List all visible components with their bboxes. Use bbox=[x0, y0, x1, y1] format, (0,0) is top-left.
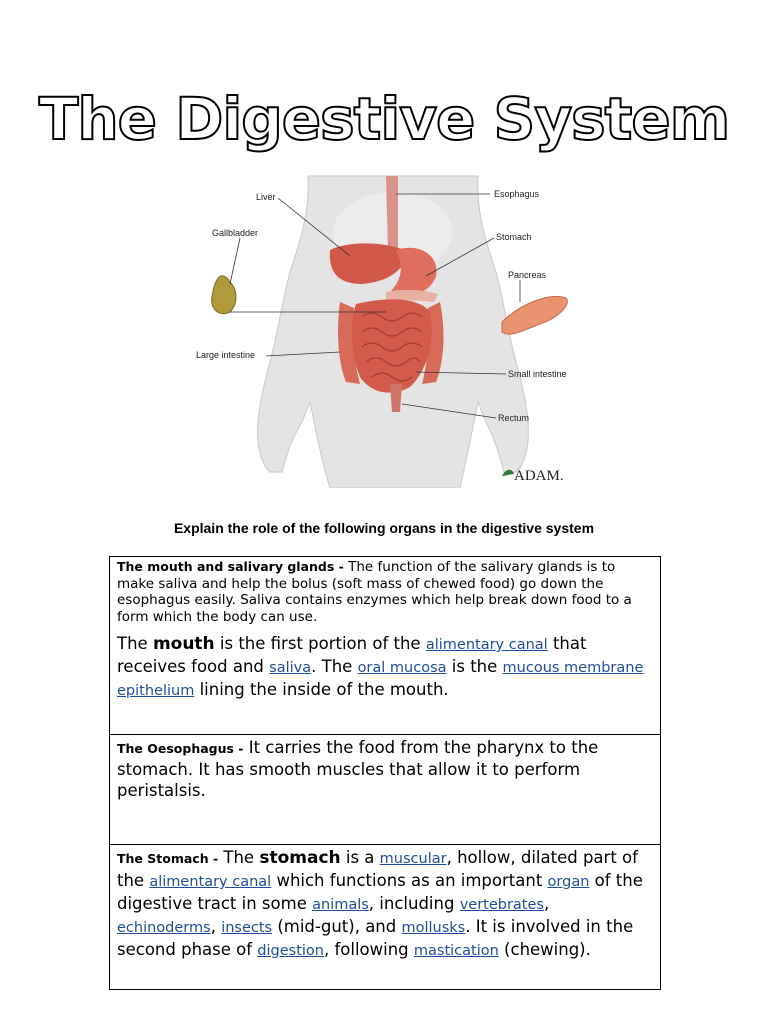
link-saliva[interactable]: saliva bbox=[269, 660, 312, 676]
stomach-heading: The Stomach - bbox=[117, 851, 219, 866]
digestive-system-illustration bbox=[190, 172, 590, 488]
answer-table bbox=[109, 556, 661, 990]
oesophagus-paragraph bbox=[117, 737, 652, 801]
label-small-intestine: Small intestine bbox=[508, 369, 567, 379]
link-organ[interactable]: organ bbox=[547, 874, 590, 890]
link-echinoderms[interactable]: echinoderms bbox=[117, 920, 211, 936]
pancreas-organ bbox=[502, 296, 567, 334]
link-insects[interactable]: insects bbox=[221, 920, 273, 936]
text: . The bbox=[311, 657, 358, 676]
label-liver: Liver bbox=[256, 192, 276, 202]
link-animals[interactable]: animals bbox=[312, 897, 369, 913]
bold-term: stomach bbox=[259, 848, 341, 868]
link-mastication[interactable]: mastication bbox=[413, 943, 499, 959]
text: The bbox=[218, 848, 260, 867]
link-alimentary-canal[interactable]: alimentary canal bbox=[149, 874, 272, 890]
mouth-paragraph bbox=[117, 633, 652, 702]
row-stomach bbox=[110, 845, 660, 989]
text: that receives food and bbox=[117, 634, 587, 676]
gallbladder-organ bbox=[212, 276, 236, 314]
link-mollusks[interactable]: mollusks bbox=[401, 920, 466, 936]
text: The bbox=[117, 634, 153, 653]
oesophagus-heading: The Oesophagus - bbox=[117, 741, 244, 756]
text: , following bbox=[323, 940, 414, 959]
text: . It is involved in the second phase of bbox=[117, 917, 634, 959]
text: (chewing). bbox=[498, 940, 591, 959]
text: , bbox=[543, 894, 550, 913]
text: is the first portion of the bbox=[214, 634, 426, 653]
question-prompt: Explain the role of the following organs in the digestive system bbox=[173, 520, 595, 536]
mouth-text: The function of the salivary glands is to make saliva and help the bolus (soft mass of chewed food) go down the esophagus easily. Saliva contains enzymes which help break down food to a form which the body can use. bbox=[117, 559, 632, 625]
link-epithelium[interactable]: epithelium bbox=[117, 683, 195, 699]
label-large-intestine: Large intestine bbox=[196, 350, 256, 360]
label-stomach: Stomach bbox=[496, 232, 532, 242]
link-alimentary-canal[interactable]: alimentary canal bbox=[425, 637, 548, 653]
label-rectum: Rectum bbox=[498, 413, 530, 423]
mouth-heading: The mouth and salivary glands - bbox=[117, 559, 344, 574]
label-pancreas: Pancreas bbox=[508, 270, 547, 280]
oesophagus-text: It carries the food from the pharynx to the stomach. It has smooth muscles that allow it to perform peristalsis. bbox=[117, 738, 599, 800]
link-muscular[interactable]: muscular bbox=[379, 851, 447, 867]
text: lining the inside of the mouth. bbox=[194, 680, 449, 699]
row-oesophagus bbox=[110, 735, 660, 845]
text: is the bbox=[446, 657, 503, 676]
label-esophagus: Esophagus bbox=[494, 189, 540, 199]
text: (mid-gut), and bbox=[272, 917, 402, 936]
text: of the digestive tract in some bbox=[117, 871, 643, 913]
link-digestion[interactable]: digestion bbox=[257, 943, 324, 959]
text: , hollow, dilated part of the bbox=[117, 848, 638, 890]
text: which functions as an important bbox=[271, 871, 548, 890]
link-oral-mucosa[interactable]: oral mucosa bbox=[357, 660, 447, 676]
text: is a bbox=[340, 848, 380, 867]
page-title: The Digestive System bbox=[38, 85, 730, 153]
label-gallbladder: Gallbladder bbox=[212, 228, 259, 238]
rectum-organ bbox=[390, 384, 402, 412]
text: , including bbox=[368, 894, 460, 913]
mouth-intro bbox=[117, 559, 652, 625]
row-mouth bbox=[110, 557, 660, 735]
text: , bbox=[210, 917, 222, 936]
link-vertebrates[interactable]: vertebrates bbox=[459, 897, 544, 913]
adam-logo bbox=[502, 468, 564, 484]
stomach-paragraph bbox=[117, 847, 652, 962]
anatomy-diagram bbox=[190, 172, 590, 488]
adam-credit: ADAM. bbox=[514, 468, 564, 484]
bold-term: mouth bbox=[152, 634, 215, 654]
esophagus-organ bbox=[386, 176, 398, 252]
link-mucous-membrane[interactable]: mucous membrane bbox=[502, 660, 644, 676]
